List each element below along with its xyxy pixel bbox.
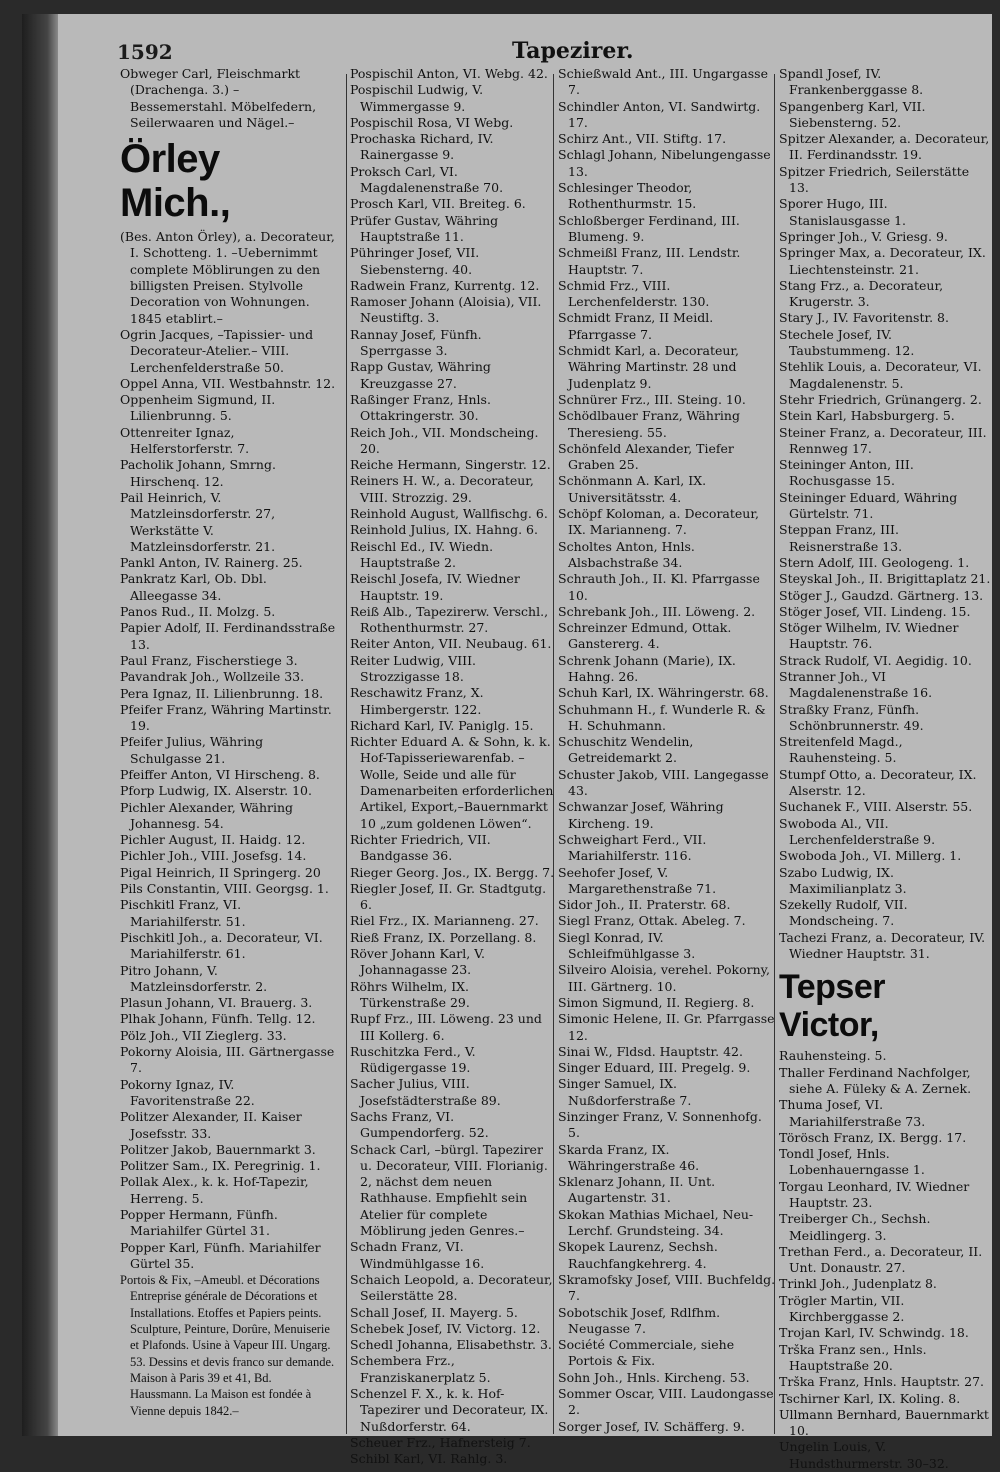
directory-entry: Stehlik Louis, a. Decorateur, VI. Magdalenenstr. 5. [779, 359, 982, 391]
directory-entry: Pischkitl Joh., a. Decorateur, VI. Mariahilferstr. 61. [120, 929, 323, 962]
directory-entry: Radwein Franz, Kurrentg. 12. [350, 277, 540, 293]
directory-entry: Rupf Frz., III. Löweng. 23 und III Kollerg. 6. [350, 1011, 542, 1043]
directory-entry: Ullmann Bernhard, Bauernmarkt 10. [779, 1406, 989, 1439]
directory-entry: Stöger J., Gaudzd. Gärtnerg. 13. [779, 587, 984, 603]
directory-entry: Schlesinger Theodor, Rothenthurmstr. 15. [558, 180, 697, 212]
directory-entry: Politzer Jakob, Bauernmarkt 3. [120, 1141, 316, 1157]
directory-entry: Richter Eduard A. & Sohn, k. k. Hof-Tapisseriewarenfab. –Wolle, Seide und alle für Damenarbeiten erforderlichen Artikel, Export,–Bauernmarkt 10 „zum goldenen Löwen“. [350, 734, 554, 831]
directory-entry: Pühringer Josef, VII. Siebensterng. 40. [350, 245, 480, 277]
directory-entry: Stang Frz., a. Decorateur, Krugerstr. 3. [779, 277, 944, 310]
directory-entry: Pichler Joh., VIII. Josefsg. 14. [120, 848, 307, 864]
directory-entry: Sachs Franz, VI. Gumpendorferg. 52. [350, 1109, 489, 1141]
directory-entry: Prochaska Richard, IV. Rainergasse 9. [350, 131, 494, 163]
directory-entry: Ungelin Louis, V. Hundsthurmerstr. 30–32. [779, 1439, 949, 1471]
directory-entry: Pospischil Ludwig, V. Wimmergasse 9. [350, 82, 484, 114]
directory-entry: Strack Rudolf, VI. Aegidig. 10. [779, 652, 972, 668]
directory-entry: Schmid Frz., VIII. Lerchenfelderstr. 130. [558, 277, 710, 310]
directory-entry: Richter Friedrich, VII. Bandgasse 36. [350, 831, 491, 864]
directory-entry: Seehofer Josef, V. Margarethenstraße 71. [558, 864, 717, 896]
directory-entry: Pforp Ludwig, IX. Alserstr. 10. [120, 783, 312, 799]
directory-entry: Pospischil Anton, VI. Webg. 42. [350, 66, 548, 81]
directory-entry: Reiche Hermann, Singerstr. 12. [350, 457, 551, 473]
directory-entry: Rannay Josef, Fünfh. Sperrgasse 3. [350, 326, 482, 359]
directory-entry: Pankl Anton, IV. Rainerg. 25. [120, 555, 303, 571]
directory-entry: Steininger Anton, III. Rochusgasse 15. [779, 457, 914, 489]
directory-entry: Schmidt Karl, a. Decorateur, Währing Martinstr. 28 und Judenplatz 9. [558, 343, 739, 391]
directory-entry: Pfeifer Julius, Währing Schulgasse 21. [120, 734, 264, 766]
directory-entry: Prosch Karl, VII. Breiteg. 6. [350, 196, 526, 212]
directory-entry: Scholtes Anton, Hnls. Alsbachstraße 34. [558, 538, 695, 570]
column-4 [779, 66, 992, 1471]
directory-entry: Papier Adolf, II. Ferdinandsstraße 13. [120, 620, 336, 652]
directory-page [22, 14, 992, 1471]
directory-entry: Swoboda Al., VII. Lerchenfelderstraße 9. [779, 815, 936, 847]
directory-entry: Springer Joh., V. Griesg. 9. [779, 228, 948, 244]
directory-entry: Schwanzar Josef, Währing Kircheng. 19. [558, 799, 724, 831]
directory-entry: Spitzer Alexander, a. Decorateur, II. Ferdinandsstr. 19. [779, 131, 990, 163]
directory-entry: Pils Constantin, VIII. Georgsg. 1. [120, 881, 329, 897]
directory-entry: Örley Mich., [120, 137, 231, 226]
directory-entry: Schack Carl, –bürgl. Tapezirer u. Decorateur, VIII. Florianig. 2, nächst dem neuen Rathhause. Empfiehlt sein Atelier für complete Möblirung jeden Genres.– [350, 1141, 548, 1239]
directory-entry: Streitenfeld Magd., Rauhensteing. 5. [779, 734, 903, 766]
directory-entry: Schmidt Franz, II Meidl. Pfarrgasse 7. [558, 310, 714, 342]
directory-entry: Rieß Franz, IX. Porzellang. 8. [350, 929, 537, 945]
directory-entry: Reschawitz Franz, X. Himbergerstr. 122. [350, 685, 484, 717]
directory-entry: Trojan Karl, IV. Schwindg. 18. [779, 1325, 969, 1341]
directory-entry: Trška Franz, Hnls. Hauptstr. 27. [779, 1374, 985, 1390]
column-divider [346, 74, 347, 1434]
directory-entry: Pokorny Ignaz, IV. Favoritenstraße 22. [120, 1076, 255, 1108]
directory-entry: Sinai W., Fldsd. Hauptstr. 42. [558, 1043, 743, 1059]
directory-entry: Törösch Franz, IX. Bergg. 17. [779, 1129, 967, 1145]
directory-entry: Sinzinger Franz, V. Sonnenhofg. 5. [558, 1109, 762, 1141]
directory-entry: Pfeiffer Anton, VI Hirscheng. 8. [120, 766, 320, 782]
directory-entry: Singer Samuel, IX. Nußdorferstraße 7. [558, 1076, 692, 1108]
directory-entry: Pischkitl Franz, VI. Mariahilferstr. 51. [120, 897, 246, 929]
directory-entry: Schrenk Johann (Marie), IX. Hahng. 26. [558, 652, 736, 684]
directory-entry: Reinhold Julius, IX. Hahng. 6. [350, 522, 538, 538]
directory-entry: Spangenberg Karl, VII. Siebensterng. 52. [779, 98, 926, 130]
directory-entry: Schebek Josef, IV. Victorg. 12. [350, 1320, 541, 1336]
directory-entry: Ruschitzka Ferd., V. Rüdigergasse 19. [350, 1043, 476, 1076]
directory-entry: Schödlbauer Franz, Währing Theresieng. 55. [558, 408, 740, 440]
directory-entry: Sohn Joh., Hnls. Kircheng. 53. [558, 1369, 750, 1385]
directory-entry: Reiter Ludwig, VIII. Strozzigasse 18. [350, 652, 476, 684]
directory-entry: Skokan Mathias Michael, Neu-Lerchf. Grundsteing. 34. [558, 1206, 754, 1239]
directory-entry: Rauhensteing. 5. [779, 1048, 887, 1064]
directory-entry: Oppenheim Sigmund, II. Lilienbrunng. 5. [120, 392, 276, 424]
directory-entry: Stumpf Otto, a. Decorateur, IX. Alserstr. 12. [779, 766, 977, 799]
directory-entry: Schrauth Joh., II. Kl. Pfarrgasse 10. [558, 571, 760, 603]
column-2 [350, 66, 556, 1467]
directory-entry: Thaller Ferdinand Nachfolger, siehe A. Füleky & A. Zernek. [779, 1064, 972, 1096]
directory-entry: Popper Hermann, Fünfh. Mariahilfer Gürtel 31. [120, 1207, 278, 1239]
directory-entry: Obweger Carl, Fleischmarkt (Drachenga. 3.) – Bessemerstahl. Möbelfedern, Seilerwaaren und Nägel.– [120, 66, 317, 130]
directory-entry: Schirz Ant., VII. Stiftg. 17. [558, 131, 727, 147]
directory-entry: Schönmann A. Karl, IX. Universitätsstr. 4. [558, 473, 707, 505]
directory-entry: Pichler August, II. Haidg. 12. [120, 832, 306, 848]
directory-entry: Stary J., IV. Favoritenstr. 8. [779, 310, 949, 326]
directory-entry: Singer Eduard, III. Pregelg. 9. [558, 1060, 751, 1076]
directory-entry: Pölz Joh., VII Zieglerg. 33. [120, 1027, 287, 1043]
directory-entry: Plasun Johann, VI. Brauerg. 3. [120, 995, 313, 1011]
directory-entry: Politzer Sam., IX. Peregrinig. 1. [120, 1158, 321, 1174]
directory-entry: Pail Heinrich, V. Matzleinsdorferstr. 27, Werkstätte V. Matzleinsdorferstr. 21. [120, 489, 276, 554]
directory-entry: Reiß Alb., Tapezirerw. Verschl., Rothenthurmstr. 27. [350, 603, 549, 636]
directory-entry: Schuschitz Wendelin, Getreidemarkt 2. [558, 734, 694, 766]
directory-entry: Reischl Josefa, IV. Wiedner Hauptstr. 19. [350, 571, 520, 603]
directory-entry: Spitzer Friedrich, Seilerstätte 13. [779, 163, 970, 196]
directory-entry: Raßinger Franz, Hnls. Ottakringerstr. 30. [350, 391, 491, 424]
directory-entry: Ramoser Johann (Aloisia), VII. Neustiftg. 3. [350, 294, 542, 326]
directory-entry: Röver Johann Karl, V. Johannagasse 23. [350, 946, 485, 978]
directory-entry: Ottenreiter Ignaz, Helferstorferstr. 7. [120, 424, 250, 457]
directory-entry: Sklenarz Johann, II. Unt. Augartenstr. 31. [558, 1174, 716, 1206]
directory-entry: Skramofsky Josef, VIII. Buchfeldg. 7. [558, 1271, 776, 1304]
directory-entry: Torgau Leonhard, IV. Wiedner Hauptstr. 23. [779, 1178, 970, 1210]
directory-entry: Suchanek F., VIII. Alserstr. 55. [779, 799, 973, 815]
directory-entry: Thuma Josef, VI. Mariahilferstraße 73. [779, 1097, 926, 1129]
directory-entry: Reiter Anton, VII. Neubaug. 61. [350, 636, 552, 652]
directory-entry: Trška Franz sen., Hnls. Hauptstraße 20. [779, 1341, 927, 1373]
directory-entry: (Bes. Anton Örley), a. Decorateur, I. Schotteng. 1. –Uebernimmt complete Möblirungen zu den billigsten Preisen. Stylvolle Decoration von Wohnungen. 1845 etablirt.– [120, 229, 335, 326]
directory-entry: Skopek Laurenz, Sechsh. Rauchfangkehrerg. 4. [558, 1239, 718, 1271]
directory-entry: Pacholik Johann, Smrng. Hirschenq. 12. [120, 457, 276, 489]
directory-entry: Reiners H. W., a. Decorateur, VIII. Strozzig. 29. [350, 473, 534, 505]
directory-entry: Tachezi Franz, a. Decorateur, IV. Wiedner Hauptstr. 31. [779, 929, 986, 962]
directory-entry: Schmeißl Franz, III. Lendstr. Hauptstr. 7. [558, 245, 741, 277]
directory-entry: Société Commerciale, siehe Portois & Fix. [558, 1337, 735, 1369]
directory-entry: Schönfeld Alexander, Tiefer Graben 25. [558, 440, 734, 473]
directory-entry: Tepser Victor, [779, 968, 885, 1045]
directory-entry: Sacher Julius, VIII. Josefstädterstraße 89. [350, 1076, 501, 1108]
book-binding-shadow [22, 14, 58, 1436]
directory-entry: Schall Josef, II. Mayerg. 5. [350, 1304, 518, 1320]
directory-entry: Rapp Gustav, Währing Kreuzgasse 27. [350, 359, 491, 391]
directory-entry: Siegl Konrad, IV. Schleifmühlgasse 3. [558, 929, 696, 962]
directory-entry: Trögler Martin, VII. Kirchberggasse 2. [779, 1292, 905, 1325]
directory-entry: Plhak Johann, Fünfh. Tellg. 12. [120, 1011, 316, 1027]
directory-entry: Riegler Josef, II. Gr. Stadtgutg. 6. [350, 880, 547, 913]
page-header [117, 32, 992, 66]
directory-entry: Schadn Franz, VI. Windmühlgasse 16. [350, 1239, 485, 1271]
directory-entry: Portois & Fix, –Ameubl. et Décorations Entreprise générale de Décorations et Installations. Etoffes et Papiers peints. Sculpture, Peinture, Dorûre, Menuiserie et Plafonds. Usine à Vapeur III. Ungarg. 53. Dessins et devis franco sur demande. Maison à Paris 39 et 41, Bd. Haussmann. La Maison est fondée à Vienne depuis 1842.– [120, 1273, 335, 1418]
directory-entry: Richard Karl, IV. Paniglg. 15. [350, 717, 534, 733]
directory-entry: Schibl Karl, VI. Rahlg. 3. [350, 1451, 508, 1467]
directory-entry: Schedl Johanna, Elisabethstr. 3. [350, 1337, 552, 1353]
directory-entry: Stein Karl, Habsburgerg. 5. [779, 408, 955, 424]
directory-entry: Pfeifer Franz, Währing Martinstr. 19. [120, 701, 332, 734]
directory-entry: Stehr Friedrich, Grünangerg. 2. [779, 391, 982, 407]
directory-entry: Schöpf Koloman, a. Decorateur, IX. Marianneng. 7. [558, 506, 759, 538]
directory-entry: Simonic Helene, II. Gr. Pfarrgasse 12. [558, 1011, 775, 1043]
directory-entry: Schreinzer Edmund, Ottak. Ganstererg. 4. [558, 620, 732, 652]
directory-entry: Reinhold August, Wallfischg. 6. [350, 506, 548, 522]
directory-entry: Röhrs Wilhelm, IX. Türkenstraße 29. [350, 978, 470, 1010]
directory-entry: Sorger Josef, IV. Schäfferg. 9. [558, 1418, 745, 1434]
directory-entry: Pigal Heinrich, II Springerg. 20 [120, 864, 321, 880]
directory-entry: Treiberger Ch., Sechsh. Meidlingerg. 3. [779, 1211, 931, 1243]
directory-entry: Reischl Ed., IV. Wiedn. Hauptstraße 2. [350, 538, 494, 570]
directory-entry: Rieger Georg. Jos., IX. Bergg. 7. [350, 864, 555, 880]
directory-entry: Schweighart Ferd., VII. Mariahilferstr. 116. [558, 831, 707, 864]
directory-entry: Stranner Joh., VI Magdalenenstraße 16. [779, 668, 933, 701]
directory-entry: Stechele Josef, IV. Taubstummeng. 12. [779, 326, 915, 359]
directory-entry: Schaich Leopold, a. Decorateur, Seilerstätte 28. [350, 1271, 553, 1304]
directory-entry: Steiner Franz, a. Decorateur, III. Rennweg 17. [779, 424, 987, 456]
directory-entry: Stöger Josef, VII. Lindeng. 15. [779, 603, 971, 619]
directory-entry: Tondl Josef, Hnls. Lobenhauerngasse 1. [779, 1146, 925, 1178]
directory-entry: Steyskal Joh., II. Brigittaplatz 21. [779, 571, 991, 587]
page-number: 1592 [117, 40, 173, 64]
directory-entry: Swoboda Joh., VI. Millerg. 1. [779, 848, 962, 864]
column-1 [120, 66, 336, 1436]
directory-entry: Panos Rud., II. Molzg. 5. [120, 604, 276, 620]
column-3 [558, 66, 776, 1436]
directory-entry: Ogrin Jacques, –Tapissier- und Decorateur-Atelier.– VIII. Lerchenfelderstraße 50. [120, 326, 314, 375]
directory-entry: Steppan Franz, III. Reisnerstraße 13. [779, 522, 903, 554]
directory-entry: Pankratz Karl, Ob. Dbl. Alleegasse 34. [120, 571, 267, 603]
page-title: Tapezirer. [512, 38, 634, 64]
directory-entry: Stern Adolf, III. Geologeng. 1. [779, 554, 970, 570]
directory-entry: Schembera Frz., Franziskanerplatz 5. [350, 1353, 491, 1385]
directory-entry: Tschirner Karl, IX. Koling. 8. [779, 1390, 961, 1406]
directory-entry: Szekelly Rudolf, VII. Mondscheing. 7. [779, 897, 908, 929]
directory-entry: Straßky Franz, Fünfh. Schönbrunnerstr. 49. [779, 701, 924, 733]
directory-entry: Politzer Alexander, II. Kaiser Josefsstr. 33. [120, 1109, 302, 1141]
directory-entry: Popper Karl, Fünfh. Mariahilfer Gürtel 35. [120, 1239, 321, 1271]
directory-entry: Sporer Hugo, III. Stanislausgasse 1. [779, 196, 906, 228]
directory-entry: Schießwald Ant., III. Ungargasse 7. [558, 66, 768, 98]
directory-entry: Paul Franz, Fischerstiege 3. [120, 652, 298, 668]
directory-entry: Schuster Jakob, VIII. Langegasse 43. [558, 766, 769, 799]
directory-entry: Schuhmann H., f. Wunderle R. & H. Schuhmann. [558, 701, 766, 733]
directory-entry: Szabo Ludwig, IX. Maximilianplatz 3. [779, 864, 907, 896]
directory-entry: Sobotschik Josef, Rdlfhm. Neugasse 7. [558, 1304, 721, 1336]
directory-entry: Trethan Ferd., a. Decorateur, II. Unt. Donaustr. 27. [779, 1243, 983, 1276]
directory-entry: Steininger Eduard, Währing Gürtelstr. 71. [779, 489, 958, 522]
directory-entry: Siegl Franz, Ottak. Abeleg. 7. [558, 913, 746, 929]
directory-entry: Pitro Johann, V. Matzleinsdorferstr. 2. [120, 962, 268, 994]
directory-entry: Scheuer Frz., Hafnersteig 7. [350, 1434, 531, 1450]
directory-entry: Pollak Alex., k. k. Hof-Tapezir, Herreng. 5. [120, 1174, 309, 1206]
directory-entry: Schloßberger Ferdinand, III. Blumeng. 9. [558, 212, 740, 244]
directory-entry: Trinkl Joh., Judenplatz 8. [779, 1276, 937, 1292]
directory-entry: Sommer Oscar, VIII. Laudongasse 2. [558, 1386, 774, 1418]
directory-entry: Schindler Anton, VI. Sandwirtg. 17. [558, 98, 761, 130]
directory-entry: Reich Joh., VII. Mondscheing. 20. [350, 424, 539, 456]
directory-entry: Silveiro Aloisia, verehel. Pokorny, III. Gärtnerg. 10. [558, 962, 771, 994]
directory-entry: Sidor Joh., II. Praterstr. 68. [558, 897, 731, 913]
directory-entry: Schenzel F. X., k. k. Hof-Tapezirer und Decorateur, IX. Nußdorferstr. 64. [350, 1386, 549, 1434]
directory-entry: Pospischil Rosa, VI Webg. [350, 114, 514, 130]
directory-entry: Springer Max, a. Decorateur, IX. Liechtensteinstr. 21. [779, 245, 986, 277]
directory-entry: Riel Frz., IX. Marianneng. 27. [350, 913, 539, 929]
directory-entry: Pavandrak Joh., Wollzeile 33. [120, 669, 305, 685]
directory-entry: Spandl Josef, IV. Frankenberggasse 8. [779, 66, 924, 98]
directory-entry: Simon Sigmund, II. Regierg. 8. [558, 994, 755, 1010]
directory-entry: Oppel Anna, VII. Westbahnstr. 12. [120, 375, 336, 391]
directory-entry: Schrebank Joh., III. Löweng. 2. [558, 603, 756, 619]
directory-entry: Prüfer Gustav, Währing Hauptstraße 11. [350, 212, 499, 244]
directory-entry: Schuh Karl, IX. Währingerstr. 68. [558, 685, 769, 701]
directory-entry: Pichler Alexander, Währing Johannesg. 54. [120, 799, 294, 831]
directory-entry: Stöger Wilhelm, IV. Wiedner Hauptstr. 76. [779, 620, 959, 652]
directory-entry: Schnürer Frz., III. Steing. 10. [558, 391, 746, 407]
directory-entry: Pokorny Aloisia, III. Gärtnergasse 7. [120, 1044, 335, 1076]
directory-entry: Pera Ignaz, II. Lilienbrunng. 18. [120, 685, 324, 701]
directory-entry: Schlagl Johann, Nibelungengasse 13. [558, 147, 771, 179]
directory-entry: Skarda Franz, IX. Währingerstraße 46. [558, 1141, 700, 1173]
directory-entry: Proksch Carl, VI. Magdalenenstraße 70. [350, 163, 504, 196]
